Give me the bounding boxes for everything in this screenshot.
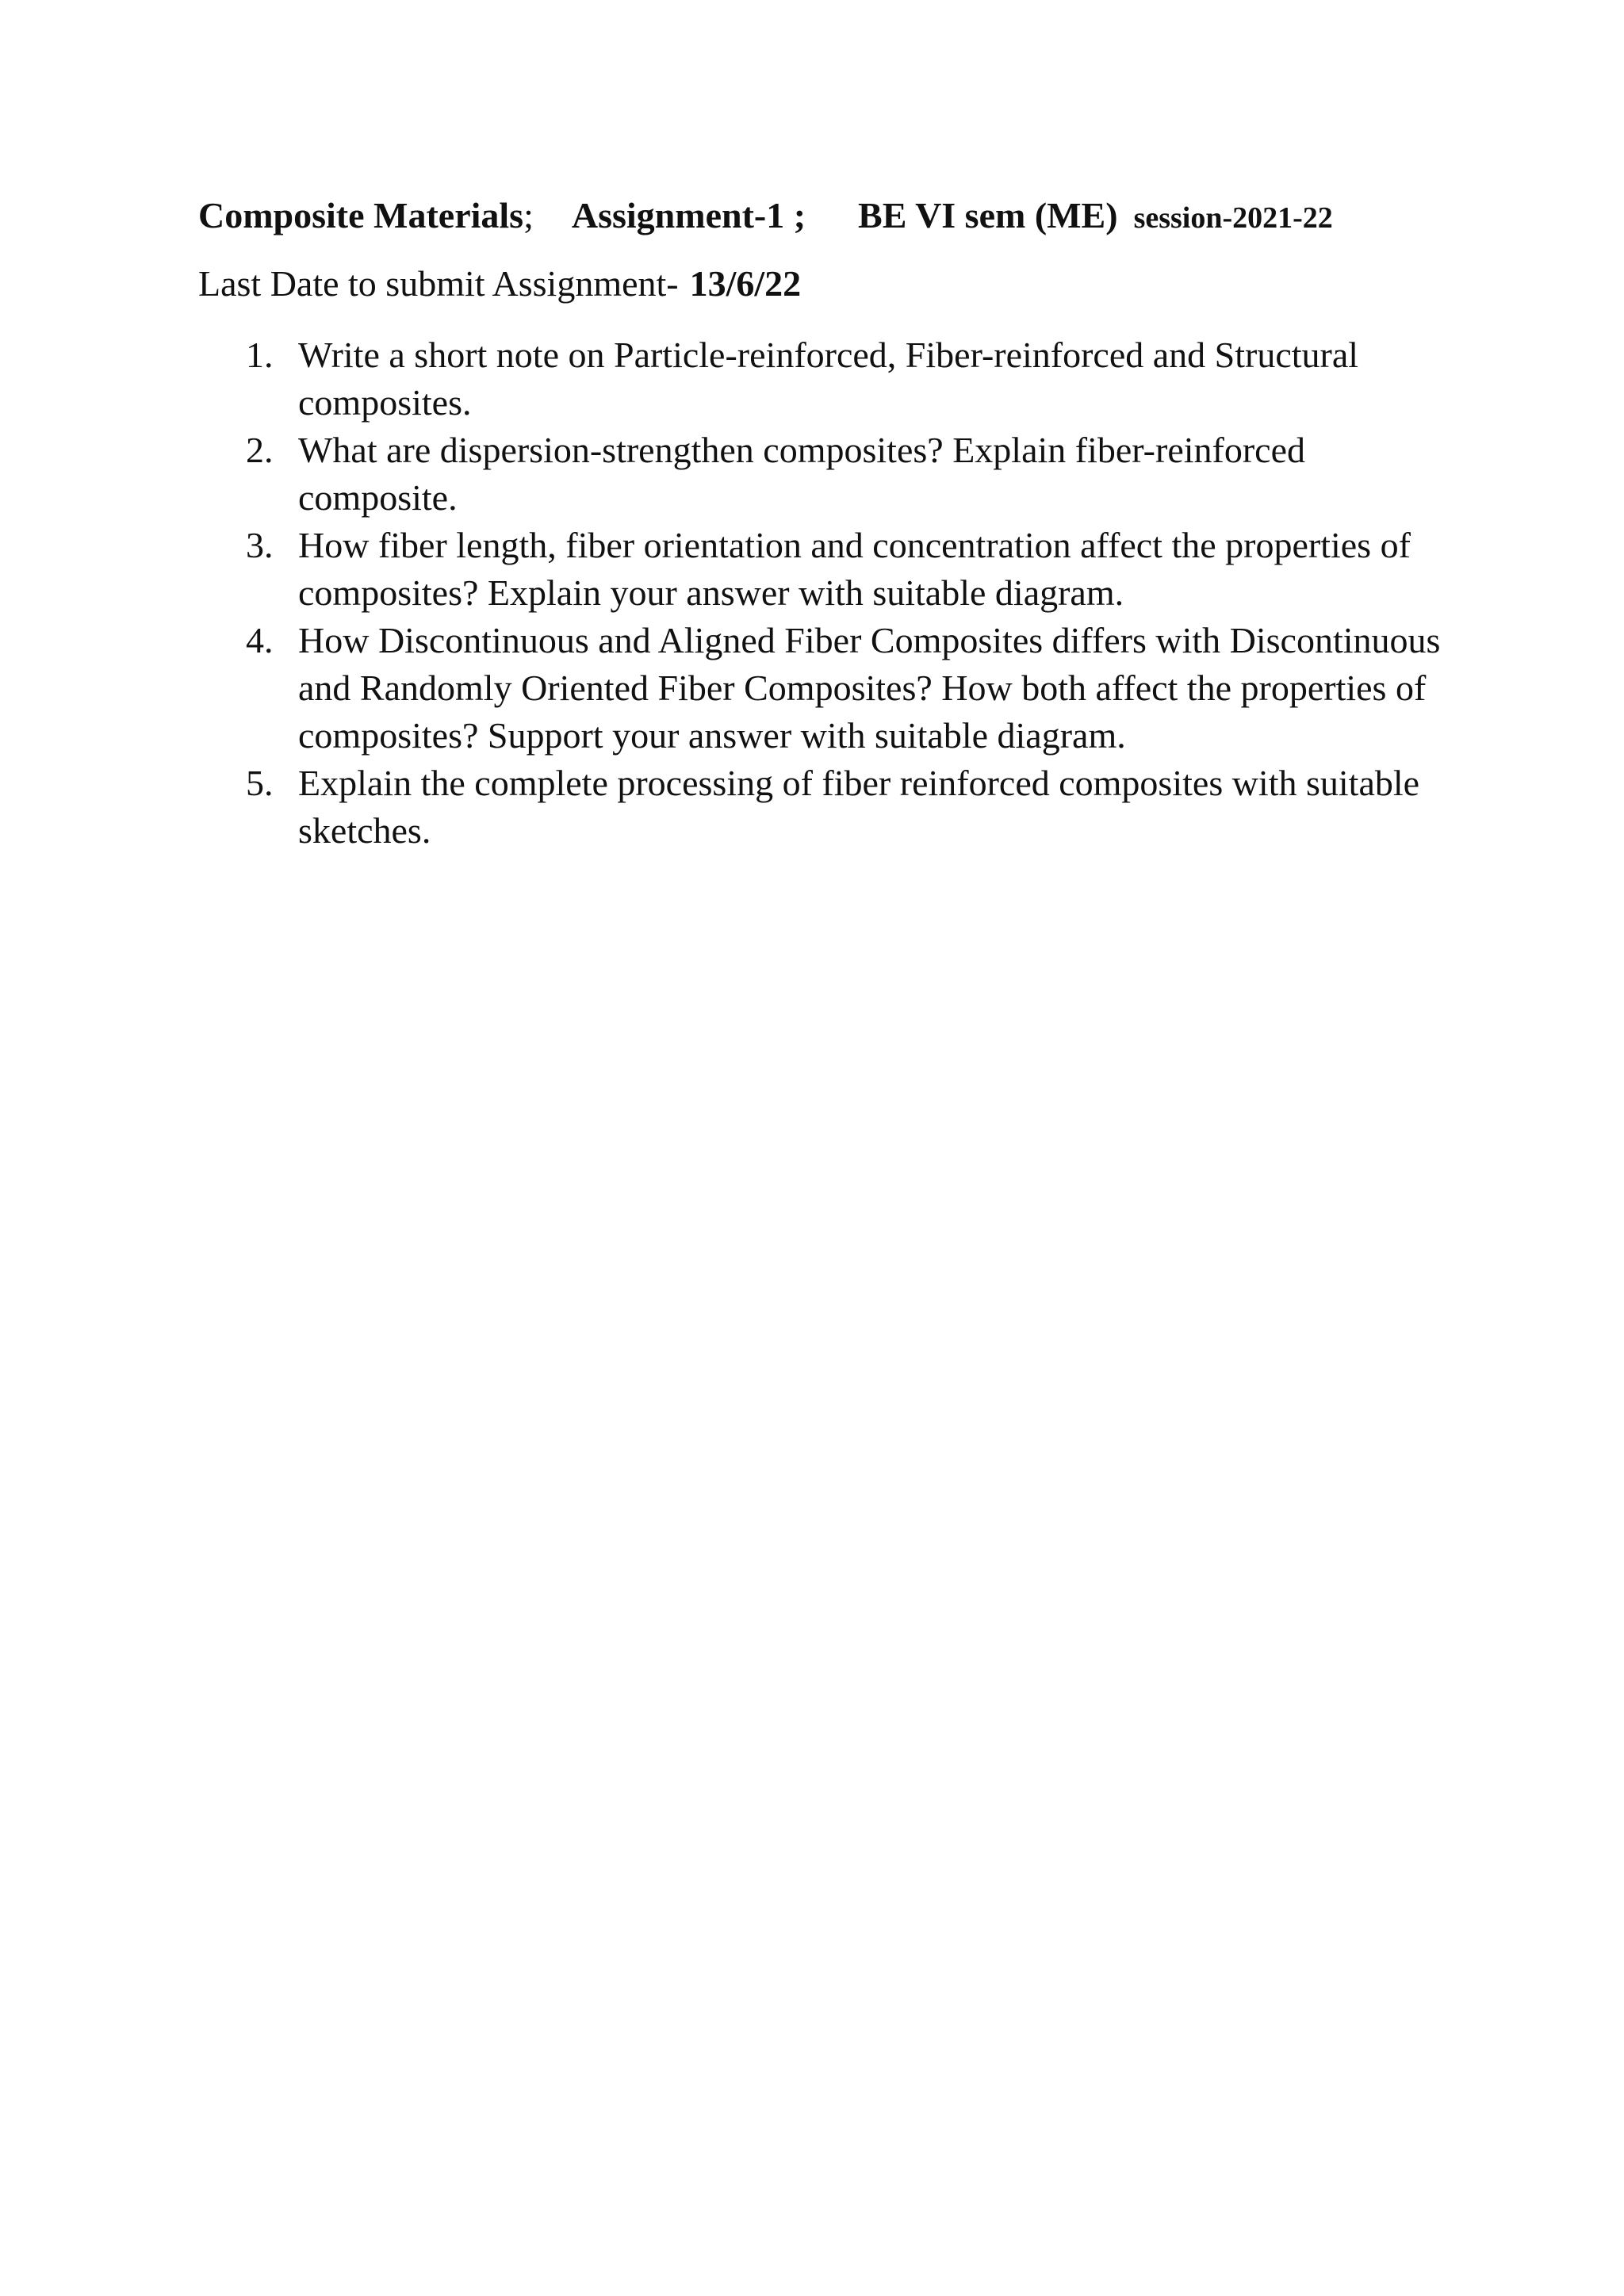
submission-deadline (198, 258, 801, 309)
question-item (238, 427, 1459, 522)
program-label: BE VI sem (ME) (858, 195, 1118, 235)
question-list (238, 331, 1459, 855)
question-number: 5. (246, 763, 274, 803)
question-item (238, 331, 1459, 427)
question-item (238, 617, 1459, 760)
question-item (238, 760, 1459, 855)
course-title: Composite Materials (198, 195, 524, 235)
deadline-label: Last Date to submit Assignment- (198, 263, 679, 304)
deadline-date: 13/6/22 (689, 263, 802, 304)
session-label: session-2021-22 (1133, 201, 1333, 235)
question-item (238, 522, 1459, 617)
document-header (198, 190, 1435, 243)
question-text: Write a short note on Particle-reinforced, Fiber-reinforced and Structural composites. (298, 335, 1359, 423)
question-number: 3. (246, 525, 274, 565)
question-number: 2. (246, 430, 274, 470)
question-text: Explain the complete processing of fiber reinforced composites with suitable sketches. (298, 763, 1420, 851)
question-text: What are dispersion-strengthen composites? Explain fiber-reinforced composite. (298, 430, 1305, 518)
question-number: 1. (246, 335, 274, 375)
assignment-title: Assignment-1 ; (571, 195, 806, 235)
question-text: How fiber length, fiber orientation and concentration affect the properties of composites? Explain your answer with suitable diagram. (298, 525, 1411, 613)
question-number: 4. (246, 620, 274, 660)
question-text: How Discontinuous and Aligned Fiber Composites differs with Discontinuous and Randomly Oriented Fiber Composites? How both affect the properties of composites? Support your answer with suitable diagram. (298, 620, 1441, 756)
header-separator: ; (523, 195, 534, 235)
